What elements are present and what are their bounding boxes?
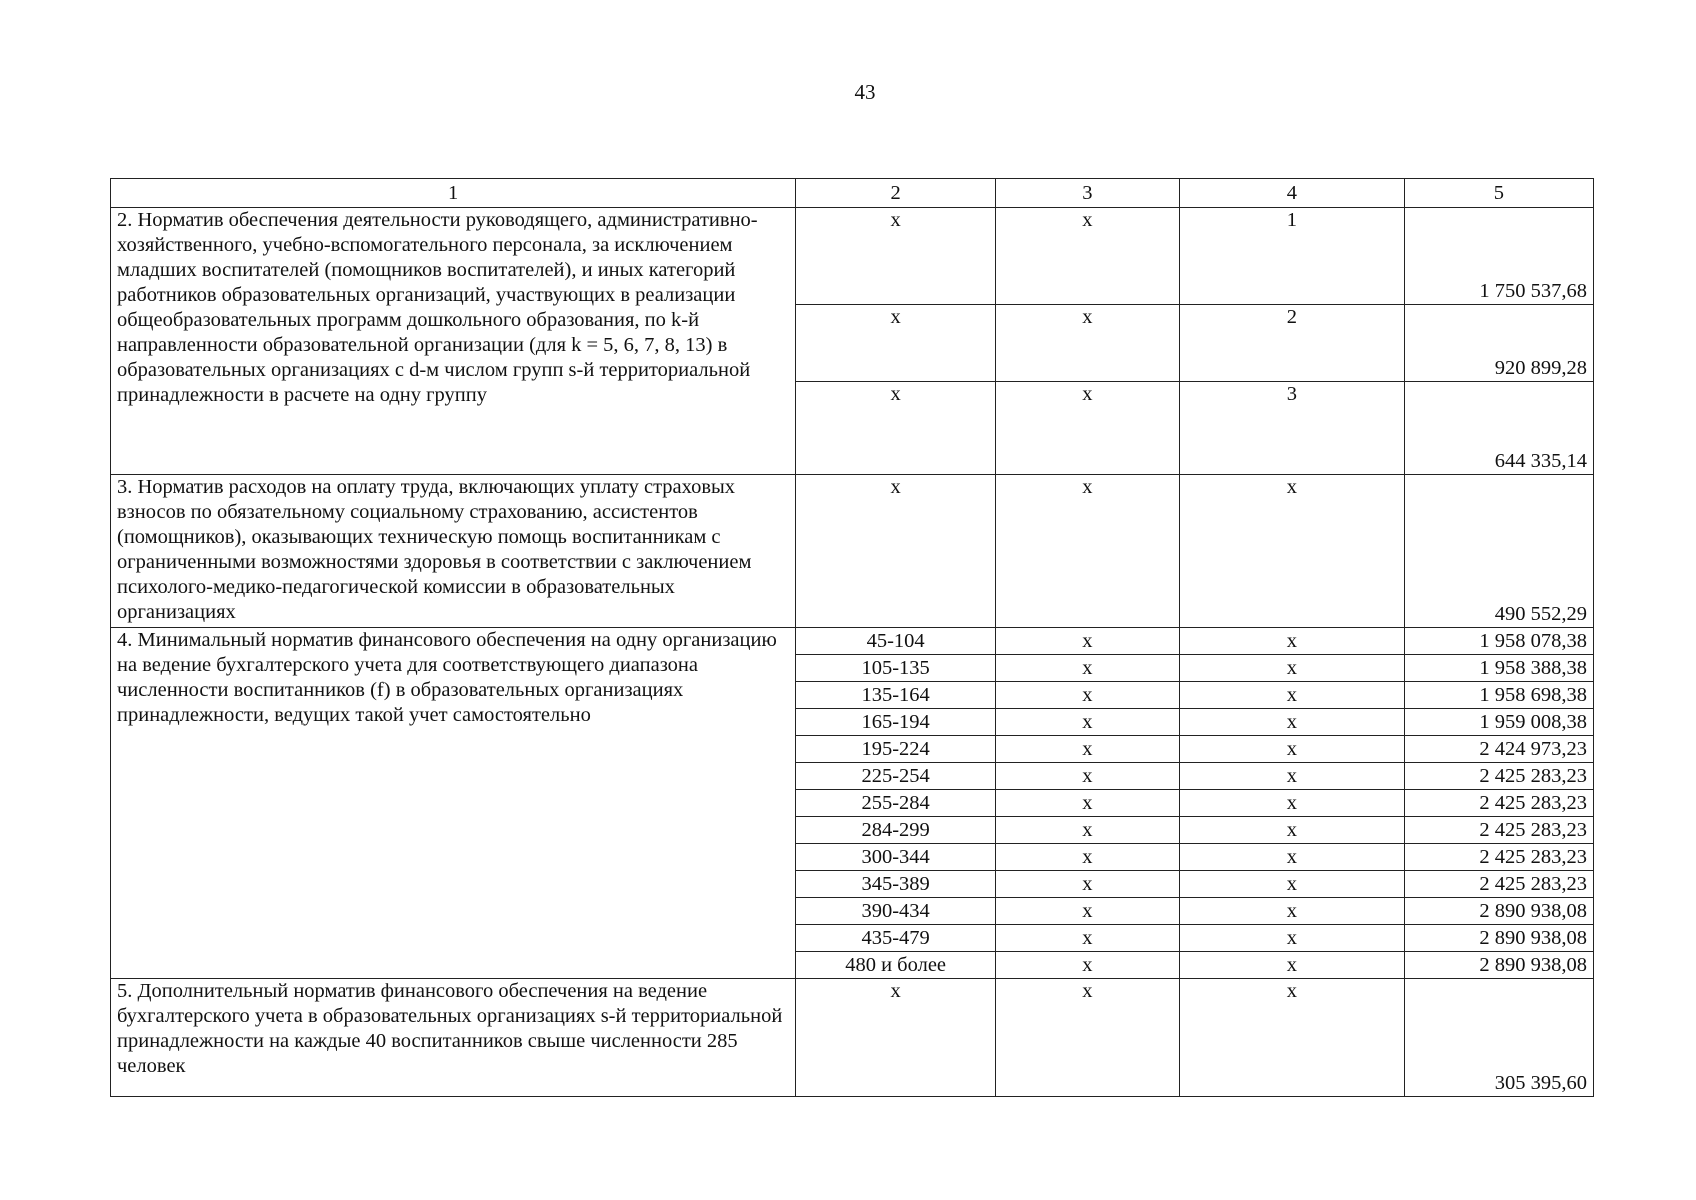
table-cell-value: 2 890 938,08 [1404, 898, 1593, 925]
table-row [111, 628, 1594, 655]
table-cell: x [1179, 736, 1404, 763]
section-5-description: 5. Дополнительный норматив финансового обеспечения на ведение бухгалтерского учета в образовательных организациях s-й территориальной принадлежности на каждые 40 воспитанников свыше численности 285 человек [111, 979, 796, 1097]
table-cell-value: 2 890 938,08 [1404, 925, 1593, 952]
table-cell: x [995, 817, 1179, 844]
table-cell: x [1179, 763, 1404, 790]
table-cell: x [995, 898, 1179, 925]
table-cell: x [995, 655, 1179, 682]
table-cell-value: 2 425 283,23 [1404, 844, 1593, 871]
table-cell: x [995, 844, 1179, 871]
table-cell-value: 1 750 537,68 [1404, 208, 1593, 305]
table-cell: x [995, 790, 1179, 817]
header-cell: 4 [1179, 179, 1404, 208]
table-cell: x [995, 382, 1179, 475]
table-cell: x [796, 382, 996, 475]
table-cell-value: 1 958 078,38 [1404, 628, 1593, 655]
table-cell: x [995, 952, 1179, 979]
range-cell: 135-164 [796, 682, 996, 709]
table-cell: x [1179, 682, 1404, 709]
table-row [111, 208, 1594, 305]
table-cell: x [796, 305, 996, 382]
table-cell: x [995, 475, 1179, 628]
table-cell: x [995, 305, 1179, 382]
table-cell-value: 1 959 008,38 [1404, 709, 1593, 736]
table-cell: x [1179, 709, 1404, 736]
section-4-description: 4. Минимальный норматив финансового обеспечения на одну организацию на ведение бухгалтерского учета для соответствующего диапазона численности воспитанников (f) в образовательных организациях принадлежности, ведущих такой учет самостоятельно [111, 628, 796, 979]
table-cell-value: 2 425 283,23 [1404, 763, 1593, 790]
table-row [111, 475, 1594, 628]
table-cell: x [1179, 844, 1404, 871]
table-cell: x [995, 709, 1179, 736]
table-cell: x [995, 979, 1179, 1097]
table-cell-value: 920 899,28 [1404, 305, 1593, 382]
range-cell: 225-254 [796, 763, 996, 790]
table-cell: x [995, 763, 1179, 790]
table-cell: 3 [1179, 382, 1404, 475]
range-cell: 45-104 [796, 628, 996, 655]
header-cell: 1 [111, 179, 796, 208]
range-cell: 284-299 [796, 817, 996, 844]
range-cell: 195-224 [796, 736, 996, 763]
table-cell: x [995, 682, 1179, 709]
table-cell: x [1179, 655, 1404, 682]
table-cell: x [1179, 475, 1404, 628]
range-cell: 435-479 [796, 925, 996, 952]
range-cell: 390-434 [796, 898, 996, 925]
table-header-row [111, 179, 1594, 208]
table-cell: 1 [1179, 208, 1404, 305]
table-cell: x [1179, 979, 1404, 1097]
table-cell: x [995, 208, 1179, 305]
table-cell: x [796, 979, 996, 1097]
norms-table [110, 178, 1594, 1097]
table-cell: 2 [1179, 305, 1404, 382]
table-cell: x [995, 925, 1179, 952]
table-cell: x [796, 475, 996, 628]
section-3-description: 3. Норматив расходов на оплату труда, включающих уплату страховых взносов по обязательному социальному страхованию, ассистентов (помощников), оказывающих техническую помощь воспитанникам с ограниченными возможностями здоровья в соответствии с заключением психолого-медико-педагогической комиссии в образовательных организациях [111, 475, 796, 628]
table-cell: x [995, 736, 1179, 763]
section-2-description: 2. Норматив обеспечения деятельности руководящего, административно-хозяйственного, учебно-вспомогательного персонала, за исключением младших воспитателей (помощников воспитателей), и иных категорий работников образовательных организаций, участвующих в реализации общеобразовательных программ дошкольного образования, по k-й направленности образовательной организации (для k = 5, 6, 7, 8, 13) в образовательных организациях с d-м числом групп s-й территориальной принадлежности в расчете на одну группу [111, 208, 796, 475]
table-cell-value: 2 425 283,23 [1404, 871, 1593, 898]
range-cell: 480 и более [796, 952, 996, 979]
table-row [111, 979, 1594, 1097]
table-cell-value: 2 425 283,23 [1404, 817, 1593, 844]
table-cell-value: 2 425 283,23 [1404, 790, 1593, 817]
table-cell-value: 644 335,14 [1404, 382, 1593, 475]
table-cell-value: 2 890 938,08 [1404, 952, 1593, 979]
page-number: 43 [854, 80, 876, 104]
header-cell: 3 [995, 179, 1179, 208]
header-cell: 5 [1404, 179, 1593, 208]
table-cell-value: 490 552,29 [1404, 475, 1593, 628]
range-cell: 105-135 [796, 655, 996, 682]
header-cell: 2 [796, 179, 996, 208]
table-cell-value: 1 958 388,38 [1404, 655, 1593, 682]
table-cell: x [1179, 952, 1404, 979]
table-cell: x [1179, 628, 1404, 655]
table-cell: x [995, 628, 1179, 655]
table-cell: x [1179, 871, 1404, 898]
table-cell: x [995, 871, 1179, 898]
table-cell-value: 2 424 973,23 [1404, 736, 1593, 763]
table-cell: x [796, 208, 996, 305]
table-cell: x [1179, 790, 1404, 817]
table-cell: x [1179, 898, 1404, 925]
range-cell: 255-284 [796, 790, 996, 817]
range-cell: 165-194 [796, 709, 996, 736]
table-cell: x [1179, 817, 1404, 844]
range-cell: 300-344 [796, 844, 996, 871]
table-cell-value: 1 958 698,38 [1404, 682, 1593, 709]
table-cell: x [1179, 925, 1404, 952]
range-cell: 345-389 [796, 871, 996, 898]
table-cell-value: 305 395,60 [1404, 979, 1593, 1097]
